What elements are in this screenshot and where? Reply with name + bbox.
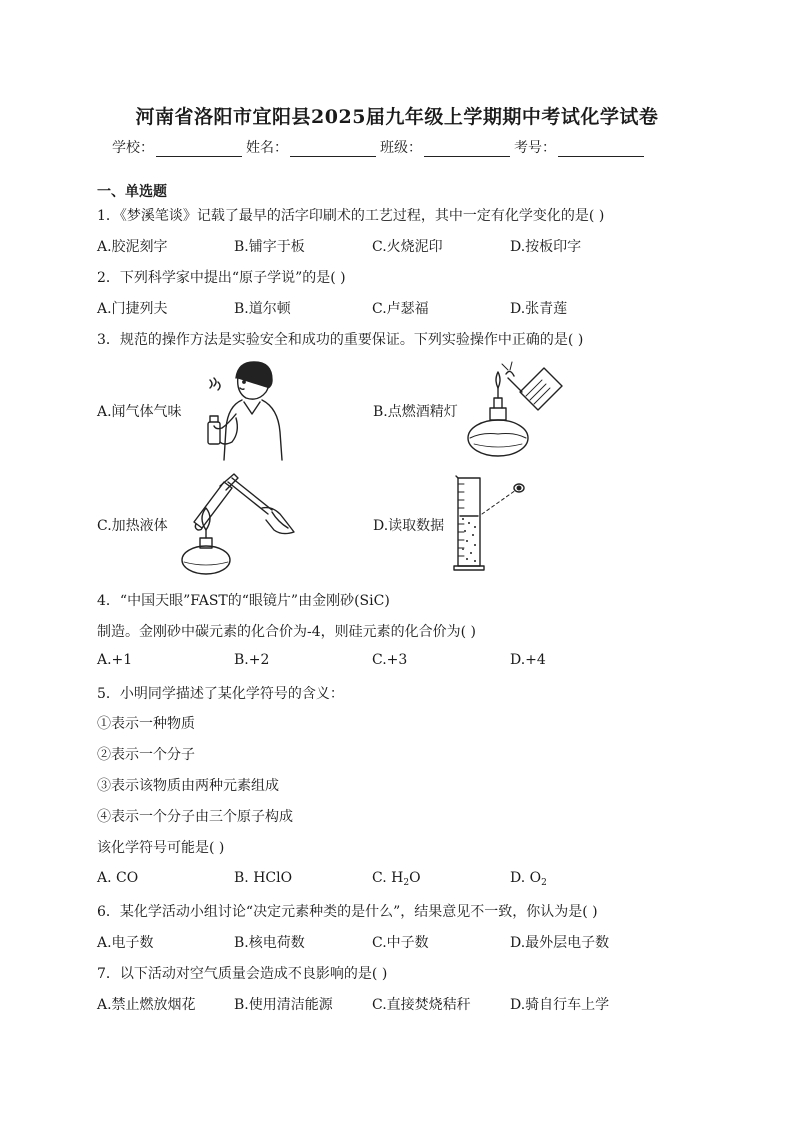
school-label: 学校： <box>112 140 154 156</box>
q5-option-d <box>510 870 547 888</box>
q4-option-c: C.+3 <box>372 652 408 668</box>
q1-option-c: C.火烧泥印 <box>372 239 443 255</box>
q5-option-c-text: C. H <box>372 870 404 886</box>
q2-option-a: A.门捷列夫 <box>97 301 168 317</box>
q5-item-4: ④表示一个分子由三个原子构成 <box>97 809 293 825</box>
q7-option-a: A.禁止燃放烟花 <box>97 997 196 1013</box>
heating-test-tube-figure <box>176 472 300 580</box>
q6-option-d: D.最外层电子数 <box>510 935 610 951</box>
q5-option-c <box>372 870 421 888</box>
question-5-prompt: 该化学符号可能是( ) <box>97 840 225 856</box>
school-blank <box>156 140 242 157</box>
question-4-stem: 4．“中国天眼”FAST的“眼镜片”由金刚砂(SiC) <box>97 593 390 609</box>
q4-option-a: A.+1 <box>97 652 133 668</box>
q5-option-c-tail: O <box>409 870 421 886</box>
exam-number-blank <box>558 140 644 157</box>
q1-option-a: A.胶泥刻字 <box>97 239 168 255</box>
q5-option-d-text: D. O <box>510 870 542 886</box>
q5-option-a: A. CO <box>97 870 139 886</box>
q7-option-d: D.骑自行车上学 <box>510 997 610 1013</box>
q2-option-b: B.道尔顿 <box>234 301 291 317</box>
q7-option-b: B.使用清洁能源 <box>234 997 333 1013</box>
q7-option-c: C.直接焚烧秸秆 <box>372 997 471 1013</box>
q2-option-c: C.卢瑟福 <box>372 301 429 317</box>
q5-item-2: ②表示一个分子 <box>97 747 195 763</box>
exam-number-label: 考号： <box>514 140 556 156</box>
question-5-stem: 5．小明同学描述了某化学符号的含义： <box>97 686 344 702</box>
q1-option-d: D.按板印字 <box>510 239 582 255</box>
question-4-stem-continued: 制造。金刚砂中碳元素的化合价为-4，则硅元素的化合价为( ) <box>97 624 477 640</box>
q5-option-b: B. HClO <box>234 870 293 886</box>
q3-option-b: B.点燃酒精灯 <box>373 404 458 420</box>
q5-option-d-subscript: 2 <box>541 878 547 888</box>
q6-option-a: A.电子数 <box>97 935 154 951</box>
person-smelling-gas-figure <box>200 358 286 462</box>
q6-option-c: C.中子数 <box>372 935 429 951</box>
lighting-alcohol-lamp-figure <box>462 358 566 462</box>
name-label: 姓名： <box>246 140 288 156</box>
question-7-stem: 7．以下活动对空气质量会造成不良影响的是( ) <box>97 966 388 982</box>
name-blank <box>290 140 376 157</box>
question-1-stem: 1．《梦溪笔谈》记载了最早的活字印刷术的工艺过程，其中一定有化学变化的是( ) <box>97 208 605 224</box>
q4-option-b: B.+2 <box>234 652 270 668</box>
q6-option-b: B.核电荷数 <box>234 935 305 951</box>
question-6-stem: 6．某化学活动小组讨论“决定元素种类的是什么”，结果意见不一致，你认为是( ) <box>97 904 598 920</box>
question-3-stem: 3．规范的操作方法是实验安全和成功的重要保证。下列实验操作中正确的是( ) <box>97 332 584 348</box>
q1-option-b: B.铺字于板 <box>234 239 305 255</box>
q5-item-1: ①表示一种物质 <box>97 716 195 732</box>
q3-option-d: D.读取数据 <box>373 518 445 534</box>
q3-option-a: A.闻气体气味 <box>97 404 182 420</box>
graduated-cylinder-reading-figure <box>452 474 530 574</box>
q2-option-d: D.张青莲 <box>510 301 568 317</box>
q5-item-3: ③表示该物质由两种元素组成 <box>97 778 279 794</box>
exam-title: 河南省洛阳市宜阳县2025届九年级上学期期中考试化学试卷 <box>135 106 659 128</box>
question-2-stem: 2．下列科学家中提出“原子学说”的是( ) <box>97 270 346 286</box>
class-blank <box>424 140 510 157</box>
class-label: 班级： <box>380 140 422 156</box>
q4-option-d: D.+4 <box>510 652 546 668</box>
q3-option-c: C.加热液体 <box>97 518 168 534</box>
q5-option-c-subscript: 2 <box>403 878 410 888</box>
student-info-row <box>112 137 712 157</box>
section-title: 一、单选题 <box>97 184 167 200</box>
